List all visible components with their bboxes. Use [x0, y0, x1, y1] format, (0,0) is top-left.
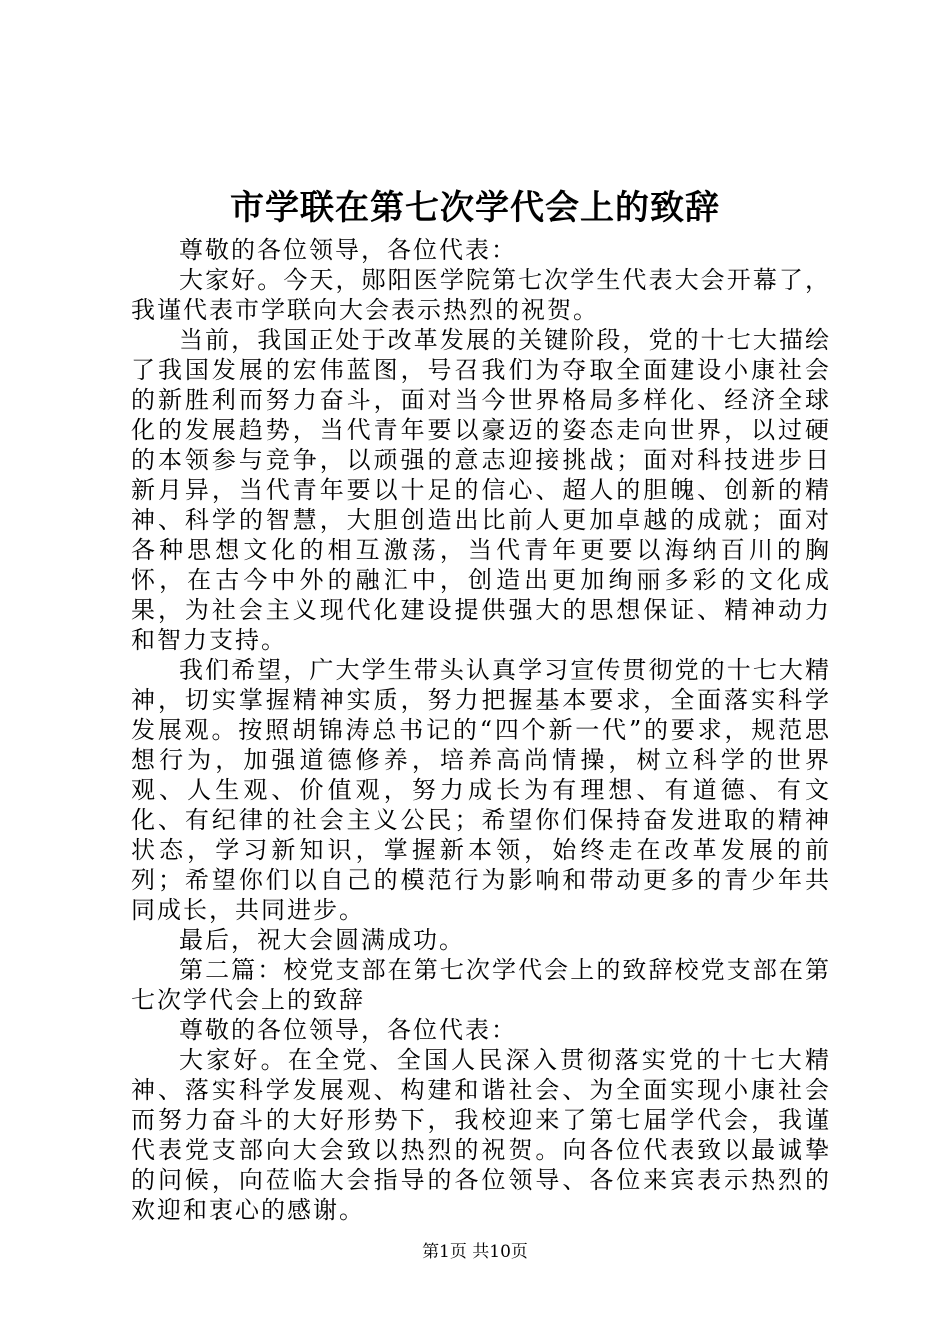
body-paragraph: 当前，我国正处于改革发展的关键阶段，党的十七大描绘了我国发展的宏伟蓝图，号召我们为夺取全面建设小康社会的新胜利而努力奋斗，面对当今世界格局多样化、经济全球化的发展趋势，当代青年要以豪迈的姿态走向世界，以过硬的本领参与竞争，以顽强的意志迎接挑战；面对科技进步日新月异，当代青年要以十足的信心、超人的胆魄、创新的精神、科学的智慧，大胆创造出比前人更加卓越的成就；面对各种思想文化的相互激荡，当代青年更要以海纳百川的胸怀，在古今中外的融汇中，创造出更加绚丽多彩的文化成果，为社会主义现代化建设提供强大的思想保证、精神动力和智力支持。 — [131, 326, 831, 654]
document-body — [131, 235, 831, 1225]
section-heading-paragraph: 第二篇：校党支部在第七次学代会上的致辞校党支部在第七次学代会上的致辞 — [131, 956, 831, 1014]
body-paragraph: 大家好。在全党、全国人民深入贯彻落实党的十七大精神、落实科学发展观、构建和谐社会、为全面实现小康社会而努力奋斗的大好形势下，我校迎来了第七届学代会，我谨代表党支部向大会致以热烈的祝贺。向各位代表致以最诚挚的问候，向莅临大会指导的各位领导、各位来宾表示热烈的欢迎和衷心的感谢。 — [131, 1046, 831, 1224]
body-paragraph: 我们希望，广大学生带头认真学习宣传贯彻党的十七大精神，切实掌握精神实质，努力把握基本要求，全面落实科学发展观。按照胡锦涛总书记的“四个新一代”的要求，规范思想行为，加强道德修养，培养高尚情操，树立科学的世界观、人生观、价值观，努力成长为有理想、有道德、有文化、有纪律的社会主义公民；希望你们保持奋发进取的精神状态，学习新知识，掌握新本领，始终走在改革发展的前列；希望你们以自己的模范行为影响和带动更多的青少年共同成长，共同进步。 — [131, 656, 831, 924]
closing-paragraph: 最后，祝大会圆满成功。 — [179, 926, 465, 954]
salutation-paragraph: 尊敬的各位领导，各位代表： — [179, 1016, 517, 1044]
salutation-paragraph: 尊敬的各位领导，各位代表： — [179, 236, 517, 264]
opening-paragraph: 大家好。今天，郧阳医学院第七次学生代表大会开幕了，我谨代表市学联向大会表示热烈的祝贺。 — [131, 266, 831, 324]
page-number-footer: 第1页 共10页 — [422, 1242, 528, 1262]
document-title: 市学联在第七次学代会上的致辞 — [230, 188, 720, 228]
